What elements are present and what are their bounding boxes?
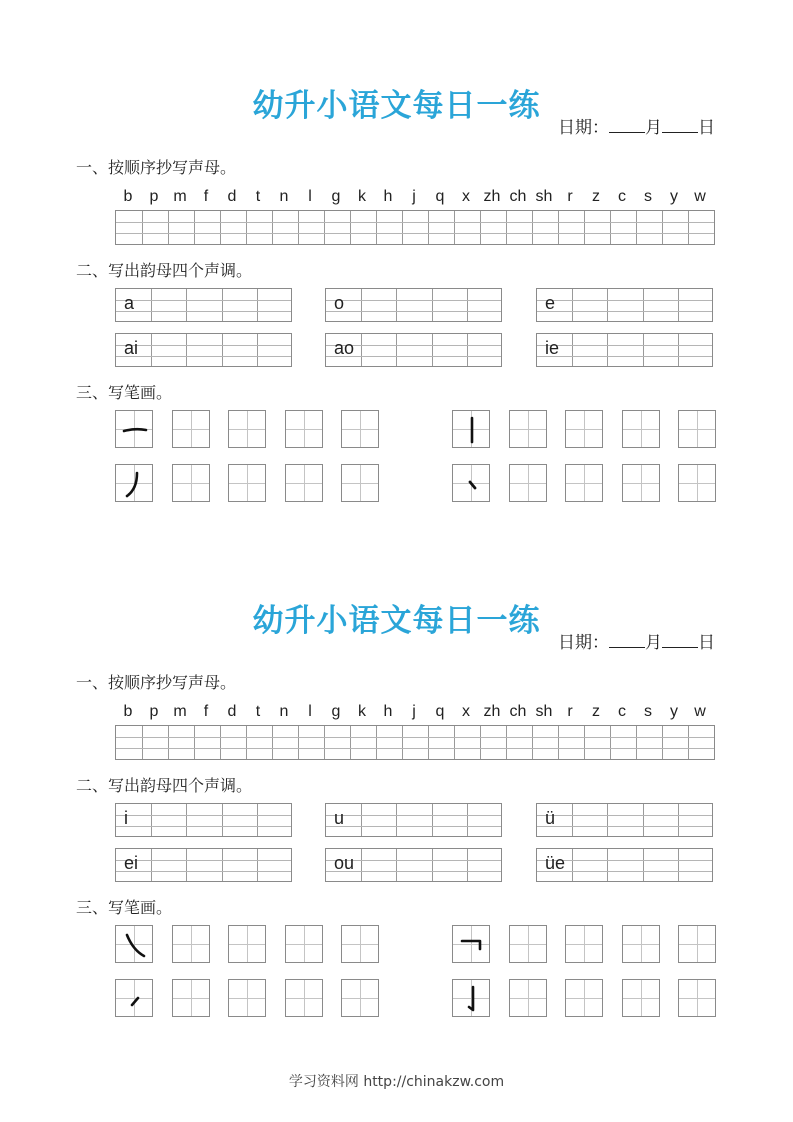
stroke-example-box bbox=[452, 979, 490, 1017]
vowel-label: ai bbox=[124, 338, 139, 358]
initial-letter: j bbox=[412, 703, 416, 720]
vowel-tone-grid[interactable] bbox=[325, 848, 502, 882]
initial-letter: h bbox=[383, 703, 393, 720]
stroke-shu-glyph bbox=[453, 411, 491, 449]
tianzige-box[interactable] bbox=[341, 464, 379, 502]
vowel-tone-grid[interactable] bbox=[115, 848, 292, 882]
initial-letter: t bbox=[255, 703, 261, 720]
initial-letter: k bbox=[358, 703, 366, 720]
section-heading: 二、写出韵母四个声调。 bbox=[76, 261, 253, 280]
tianzige-box[interactable] bbox=[228, 410, 266, 448]
initial-letter: j bbox=[412, 188, 416, 205]
date-label: 日期： bbox=[558, 118, 609, 138]
vowel-label: ei bbox=[124, 853, 139, 873]
tianzige-box[interactable] bbox=[565, 979, 603, 1017]
initial-letter: c bbox=[618, 703, 626, 720]
tianzige-box[interactable] bbox=[622, 925, 660, 963]
tianzige-box[interactable] bbox=[509, 925, 547, 963]
stroke-dian-glyph bbox=[453, 465, 491, 503]
vowel-label: u bbox=[334, 808, 345, 828]
initial-letter: d bbox=[227, 703, 237, 720]
initial-letter: c bbox=[618, 188, 626, 205]
initial-letter: n bbox=[279, 703, 289, 720]
copy-writing-grid[interactable] bbox=[115, 725, 715, 760]
initial-letter: ch bbox=[509, 703, 527, 720]
vowel-tone-grid[interactable] bbox=[115, 803, 292, 837]
initial-letter: y bbox=[670, 188, 678, 205]
initial-letter: p bbox=[149, 703, 159, 720]
stroke-example-box bbox=[452, 464, 490, 502]
tianzige-box[interactable] bbox=[172, 464, 210, 502]
month-blank[interactable] bbox=[609, 631, 645, 648]
tianzige-box[interactable] bbox=[341, 410, 379, 448]
initial-letter: q bbox=[435, 188, 445, 205]
vowel-label: üe bbox=[545, 853, 566, 873]
copy-writing-grid[interactable] bbox=[115, 210, 715, 245]
initial-letter: z bbox=[592, 188, 600, 205]
vowel-tone-grid[interactable] bbox=[325, 803, 502, 837]
initial-letter: t bbox=[255, 188, 261, 205]
vowel-label: ao bbox=[334, 338, 355, 358]
tianzige-box[interactable] bbox=[509, 464, 547, 502]
section-heading: 一、按顺序抄写声母。 bbox=[76, 158, 237, 177]
vowel-label: i bbox=[124, 808, 128, 828]
tianzige-box[interactable] bbox=[285, 925, 323, 963]
vowel-tone-grid[interactable] bbox=[536, 333, 713, 367]
vowel-label: o bbox=[334, 293, 345, 313]
tianzige-box[interactable] bbox=[509, 410, 547, 448]
tianzige-box[interactable] bbox=[565, 925, 603, 963]
worksheet-title: 幼升小语文每日一练 bbox=[252, 88, 541, 124]
tianzige-box[interactable] bbox=[228, 979, 266, 1017]
day-blank[interactable] bbox=[662, 631, 698, 648]
vowel-label: ü bbox=[545, 808, 556, 828]
tianzige-box[interactable] bbox=[172, 979, 210, 1017]
initial-letter: b bbox=[123, 703, 133, 720]
initial-letter: q bbox=[435, 703, 445, 720]
worksheet bbox=[0, 0, 793, 520]
initial-letter: b bbox=[123, 188, 133, 205]
month-label: 月 bbox=[645, 118, 662, 138]
initial-letter: x bbox=[462, 188, 470, 205]
vowel-tone-grid[interactable] bbox=[536, 803, 713, 837]
stroke-example-box bbox=[452, 925, 490, 963]
vowel-tone-grid[interactable] bbox=[115, 333, 292, 367]
tianzige-box[interactable] bbox=[285, 464, 323, 502]
initial-letter: r bbox=[567, 188, 573, 205]
section-heading: 三、写笔画。 bbox=[76, 898, 173, 917]
stroke-heng-glyph bbox=[116, 411, 154, 449]
tianzige-box[interactable] bbox=[622, 979, 660, 1017]
tianzige-box[interactable] bbox=[285, 979, 323, 1017]
initial-letter: m bbox=[173, 188, 187, 205]
initial-letter: m bbox=[173, 703, 187, 720]
initials-row bbox=[115, 703, 715, 721]
tianzige-box[interactable] bbox=[678, 464, 716, 502]
initial-letter: l bbox=[308, 188, 312, 205]
tianzige-box[interactable] bbox=[565, 410, 603, 448]
tianzige-box[interactable] bbox=[341, 925, 379, 963]
initial-letter: h bbox=[383, 188, 393, 205]
tianzige-box[interactable] bbox=[678, 410, 716, 448]
initial-letter: zh bbox=[483, 703, 501, 720]
tianzige-box[interactable] bbox=[678, 979, 716, 1017]
stroke-pie-glyph bbox=[116, 465, 154, 503]
stroke-example-box bbox=[115, 925, 153, 963]
initial-letter: r bbox=[567, 703, 573, 720]
vowel-label: e bbox=[545, 293, 556, 313]
tianzige-box[interactable] bbox=[285, 410, 323, 448]
tianzige-box[interactable] bbox=[172, 410, 210, 448]
initials-row bbox=[115, 188, 715, 206]
tianzige-box[interactable] bbox=[565, 464, 603, 502]
stroke-heng-zhe-glyph bbox=[453, 926, 491, 964]
day-label: 日 bbox=[698, 633, 715, 653]
tianzige-box[interactable] bbox=[622, 410, 660, 448]
initial-letter: l bbox=[308, 703, 312, 720]
stroke-na-glyph bbox=[116, 926, 154, 964]
initial-letter: w bbox=[694, 188, 706, 205]
section-heading: 二、写出韵母四个声调。 bbox=[76, 776, 253, 795]
initial-letter: y bbox=[670, 703, 678, 720]
footer-watermark: 学习资料网 http://chinakzw.com bbox=[288, 1074, 505, 1090]
stroke-shu-gou-glyph bbox=[453, 980, 491, 1018]
day-label: 日 bbox=[698, 118, 715, 138]
vowel-label: ou bbox=[334, 853, 355, 873]
month-label: 月 bbox=[645, 633, 662, 653]
vowel-tone-grid[interactable] bbox=[536, 848, 713, 882]
initial-letter: g bbox=[331, 188, 341, 205]
vowel-tone-grid[interactable] bbox=[115, 288, 292, 322]
initial-letter: n bbox=[279, 188, 289, 205]
initial-letter: zh bbox=[483, 188, 501, 205]
date-label: 日期： bbox=[558, 633, 609, 653]
initial-letter: p bbox=[149, 188, 159, 205]
stroke-example-box bbox=[115, 410, 153, 448]
worksheet-title: 幼升小语文每日一练 bbox=[252, 603, 541, 639]
day-blank[interactable] bbox=[662, 116, 698, 133]
initial-letter: f bbox=[203, 703, 209, 720]
initial-letter: z bbox=[592, 703, 600, 720]
initial-letter: sh bbox=[535, 703, 553, 720]
vowel-label: a bbox=[124, 293, 135, 313]
date-line bbox=[558, 113, 715, 138]
stroke-example-box bbox=[452, 410, 490, 448]
initial-letter: k bbox=[358, 188, 366, 205]
section-heading: 三、写笔画。 bbox=[76, 383, 173, 402]
initial-letter: f bbox=[203, 188, 209, 205]
section-heading: 一、按顺序抄写声母。 bbox=[76, 673, 237, 692]
worksheet bbox=[0, 515, 793, 1035]
initial-letter: w bbox=[694, 703, 706, 720]
tianzige-box[interactable] bbox=[228, 925, 266, 963]
stroke-example-box bbox=[115, 464, 153, 502]
stroke-ti-glyph bbox=[116, 980, 154, 1018]
vowel-tone-grid[interactable] bbox=[536, 288, 713, 322]
vowel-label: ie bbox=[545, 338, 560, 358]
initial-letter: sh bbox=[535, 188, 553, 205]
initial-letter: s bbox=[644, 703, 652, 720]
vowel-tone-grid[interactable] bbox=[325, 288, 502, 322]
vowel-tone-grid[interactable] bbox=[325, 333, 502, 367]
date-line bbox=[558, 628, 715, 653]
stroke-example-box bbox=[115, 979, 153, 1017]
tianzige-box[interactable] bbox=[228, 464, 266, 502]
tianzige-box[interactable] bbox=[622, 464, 660, 502]
initial-letter: d bbox=[227, 188, 237, 205]
initial-letter: ch bbox=[509, 188, 527, 205]
tianzige-box[interactable] bbox=[678, 925, 716, 963]
initial-letter: s bbox=[644, 188, 652, 205]
tianzige-box[interactable] bbox=[509, 979, 547, 1017]
initial-letter: g bbox=[331, 703, 341, 720]
initial-letter: x bbox=[462, 703, 470, 720]
month-blank[interactable] bbox=[609, 116, 645, 133]
tianzige-box[interactable] bbox=[341, 979, 379, 1017]
tianzige-box[interactable] bbox=[172, 925, 210, 963]
